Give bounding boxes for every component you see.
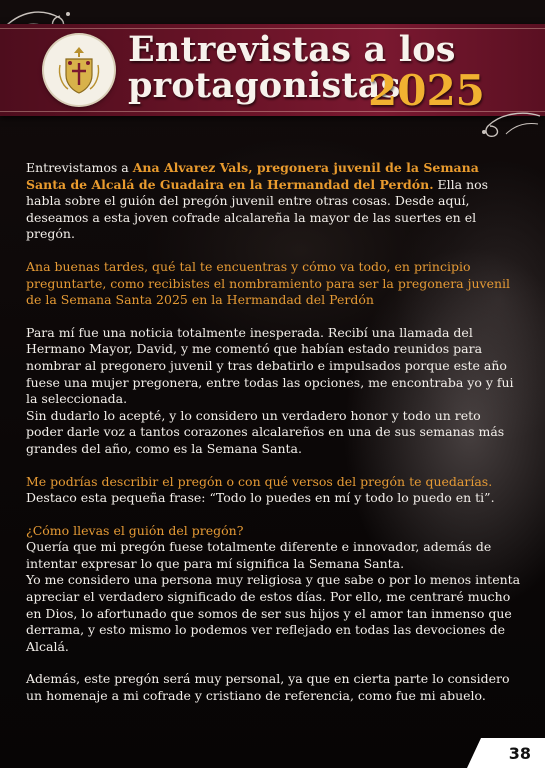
- answer-3-paragraph-1: Quería que mi pregón fuese totalmente diferente e innovador, además de intentar expresar lo que para mí significa la Semana Santa.: [26, 539, 492, 571]
- intro-text-end: Ella nos habla sobre el guión del pregón juvenil entre otras cosas. Desde aquí, deseamos a esta joven cofrade alcalareña la mayor de las suertes en el pregón.: [26, 176, 489, 242]
- answer-1-paragraph-1: Para mí fue una noticia totalmente inesperada. Recibí una llamada del Hermano Mayor, David, y me comentó que habían estado reunidos para nombrar al pregonero juvenil y tras debatirlo e impulsados porque este año fuese una mujer pregonera, entre todas las opciones, me encontraba yo y fui la seleccionada.: [26, 324, 514, 407]
- question-1: Ana buenas tardes, qué tal te encuentras y cómo va todo, en principio preguntarte, como recibistes el nombramiento para ser la pregonera juvenil de la Semana Santa 2025 en la Hermandad del Perdón: [26, 258, 511, 308]
- question-2: Me podrías describir el pregón o con qué versos del pregón te quedarías.: [26, 473, 493, 489]
- ornament-flourish-right: [478, 108, 542, 142]
- page-title-line-1: Entrevistas a los: [128, 29, 456, 70]
- page-title-line-2: protagonistas: [128, 65, 401, 106]
- intro-text-start: Entrevistamos a: [26, 160, 133, 175]
- intro-paragraph: [26, 160, 521, 243]
- title-year: 2025: [368, 66, 485, 115]
- answer-3-paragraph-2: Yo me considero una persona muy religiosa y que sabe o por lo menos intenta apreciar el verdadero significado de estos días. Por ello, me centraré mucho en Dios, lo afortunado que somos de ser sus hijos y el amor tan inmenso que derrama, y esto mismo lo podemos ver reflejado en todas las devociones de Alcalá.: [26, 572, 521, 654]
- answer-2-paragraph-1: Destaco esta pequeña frase: “Todo lo puedes en mí y todo lo puedo en ti”.: [26, 490, 495, 506]
- brotherhood-crest-icon: [44, 35, 114, 105]
- article-body: [26, 160, 521, 705]
- page-number: 38: [508, 744, 531, 763]
- interviewee-highlight: Ana Alvarez Vals, pregonera juvenil de la Semana Santa de Alcalá de Guadaira en la Hermandad del Perdón.: [26, 160, 479, 192]
- question-3: ¿Cómo llevas el guión del pregón?: [26, 522, 244, 538]
- page-number-tab: [467, 738, 545, 768]
- closing-paragraph: Además, este pregón será muy personal, ya que en cierta parte lo considero un homenaje a mi cofrade y cristiano de referencia, como fue mi abuelo.: [26, 671, 510, 704]
- answer-1-paragraph-2: Sin dudarlo lo acepté, y lo considero un verdadero honor y todo un reto poder darle voz a tantos corazones alcalareños en una de sus semanas más grandes del año, como es la Semana Santa.: [26, 407, 505, 456]
